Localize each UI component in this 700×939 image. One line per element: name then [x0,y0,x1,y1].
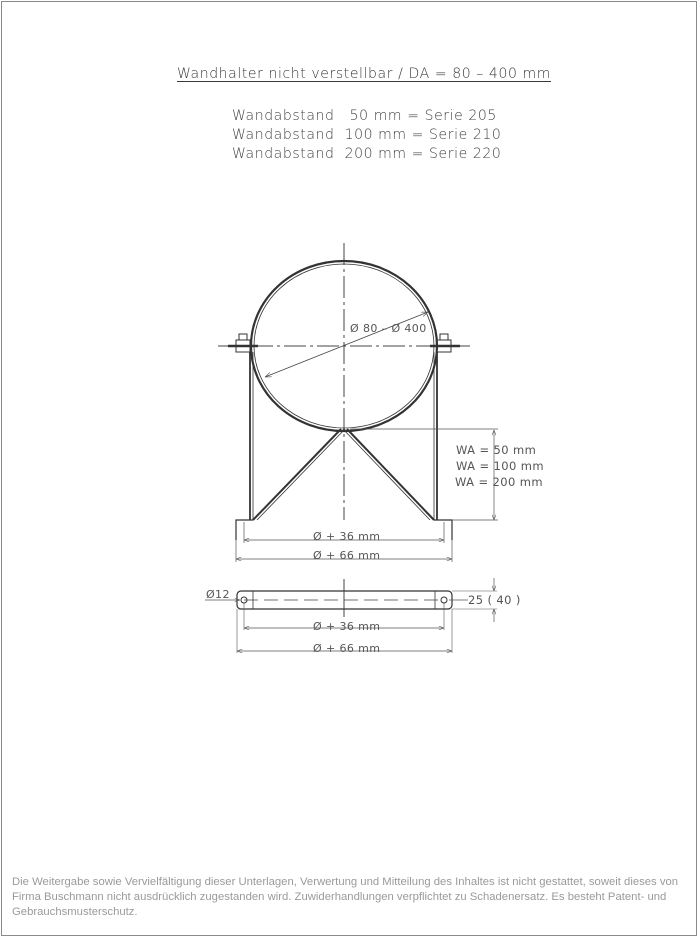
hole-diameter-label: Ø12 [206,588,230,601]
front-view [218,243,498,562]
diameter-label: Ø 80 – Ø 400 [350,322,427,335]
copyright-notice: Die Weitergabe sowie Vervielfältigung dieser Unterlagen, Verwertung und Mitteilung des Inhaltes ist nicht gestattet, soweit dieses von Firma Buschmann nicht ausdrücklich zugestanden wird. Zuwiderhandlungen verpflichtet zu Schadenersatz. Es besteht Patent- und Gebrauchsmusterschutz. [12,876,679,918]
series-item: Wandabstand 200 mm = Serie 220 [232,146,502,162]
wa-label: WA = 200 mm [455,475,543,489]
bottom-inner-width-label: Ø + 36 mm [313,620,381,633]
series-item: Wandabstand 50 mm = Serie 205 [232,108,497,124]
front-outer-width-label: Ø + 66 mm [313,549,381,562]
drawing-title: Wandhalter nicht verstellbar / DA = 80 – 400 mm [177,66,551,82]
height-label: 25 ( 40 ) [468,593,521,607]
front-inner-width-label: Ø + 36 mm [313,530,381,543]
bottom-outer-width-label: Ø + 66 mm [313,642,381,655]
wa-label: WA = 100 mm [456,459,544,473]
wa-label: WA = 50 mm [456,443,537,457]
series-item: Wandabstand 100 mm = Serie 210 [232,127,502,143]
